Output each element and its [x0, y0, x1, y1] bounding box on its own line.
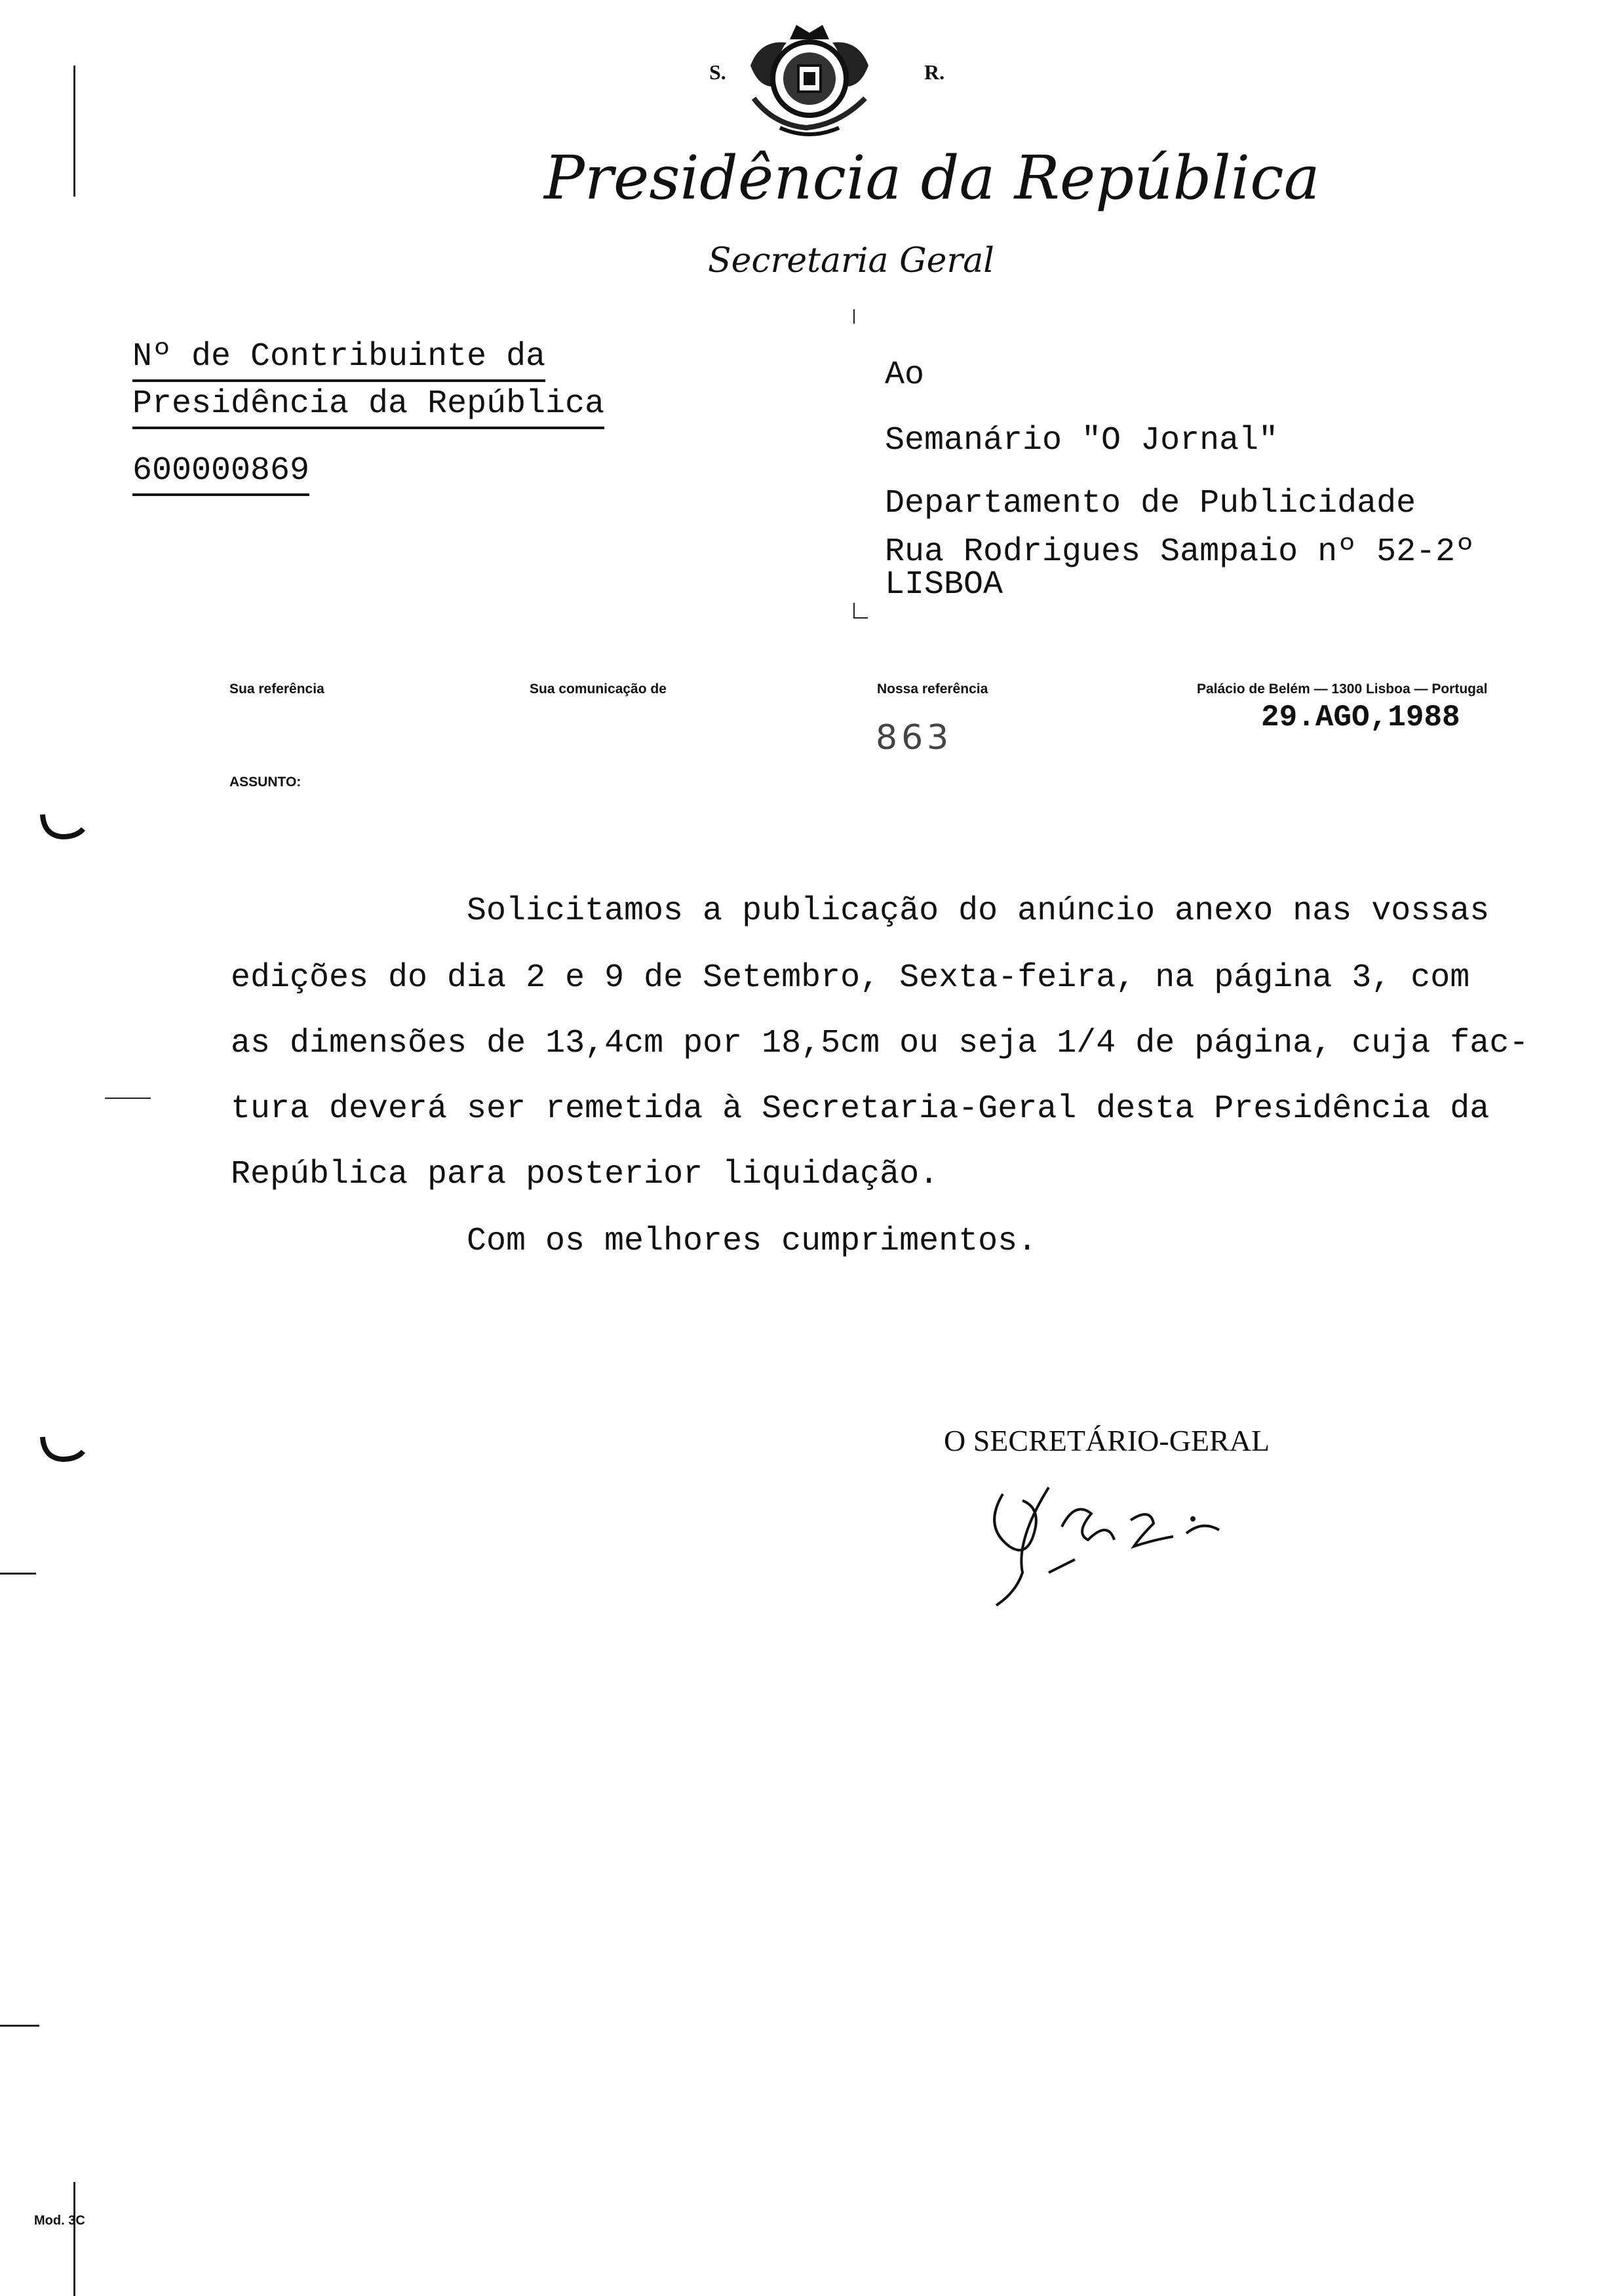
assunto-label: ASSUNTO: — [229, 775, 302, 790]
body-line: República para posterior liquidação. — [231, 1156, 939, 1193]
body-line: Solicitamos a publicação do anúncio anexo nas vossas — [467, 892, 1490, 930]
form-code: Mod. 3C — [34, 2213, 85, 2228]
letterhead-right-letter: R. — [924, 60, 945, 84]
nossa-referencia-value: 863 — [876, 718, 953, 757]
contribuinte-line2: Presidência da República — [132, 385, 604, 429]
margin-line-bottom — [73, 2182, 75, 2296]
address-label: Palácio de Belém — 1300 Lisboa — Portugal — [1197, 681, 1488, 697]
sua-referencia-label: Sua referência — [229, 681, 324, 697]
letterhead — [0, 0, 1615, 301]
window-corner-mark — [853, 309, 855, 324]
letter-date: 29.AGO,1988 — [1261, 700, 1460, 735]
coat-of-arms-icon — [741, 13, 878, 144]
margin-tick — [0, 2025, 39, 2027]
punch-hole-mark-icon — [36, 809, 88, 849]
body-line: tura deverá ser remetida à Secretaria-Geral desta Presidência da — [231, 1090, 1490, 1128]
recipient-department: Departamento de Publicidade — [885, 485, 1416, 522]
margin-tick — [0, 1573, 36, 1575]
window-corner-mark — [853, 603, 855, 619]
recipient-name: Semanário "O Jornal" — [885, 422, 1279, 459]
signature-title: O SECRETÁRIO-GERAL — [944, 1424, 1270, 1457]
punch-hole-mark-icon — [36, 1432, 88, 1471]
contribuinte-number: 600000869 — [132, 452, 309, 496]
sua-comunicacao-label: Sua comunicação de — [530, 681, 667, 697]
body-line: as dimensões de 13,4cm por 18,5cm ou seja 1/4 de página, cuja fac- — [231, 1025, 1529, 1062]
letterhead-subtitle: Secretaria Geral — [708, 241, 994, 280]
body-line: edições do dia 2 e 9 de Setembro, Sexta-feira, na página 3, com — [231, 959, 1470, 997]
recipient-salutation: Ao — [885, 356, 925, 394]
letterhead-title: Presidência da República — [544, 143, 1320, 213]
nossa-referencia-label: Nossa referência — [877, 681, 988, 697]
contribuinte-line1: Nº de Contribuinte da — [132, 338, 545, 382]
body-closing: Com os melhores cumprimentos. — [467, 1223, 1038, 1260]
handwritten-signature-icon — [977, 1468, 1291, 1618]
letterhead-left-letter: S. — [709, 60, 726, 84]
recipient-city: LISBOA — [885, 566, 1003, 603]
margin-tick — [105, 1098, 151, 1099]
recipient-street: Rua Rodrigues Sampaio nº 52-2º — [885, 533, 1475, 571]
window-corner-mark — [853, 617, 868, 619]
